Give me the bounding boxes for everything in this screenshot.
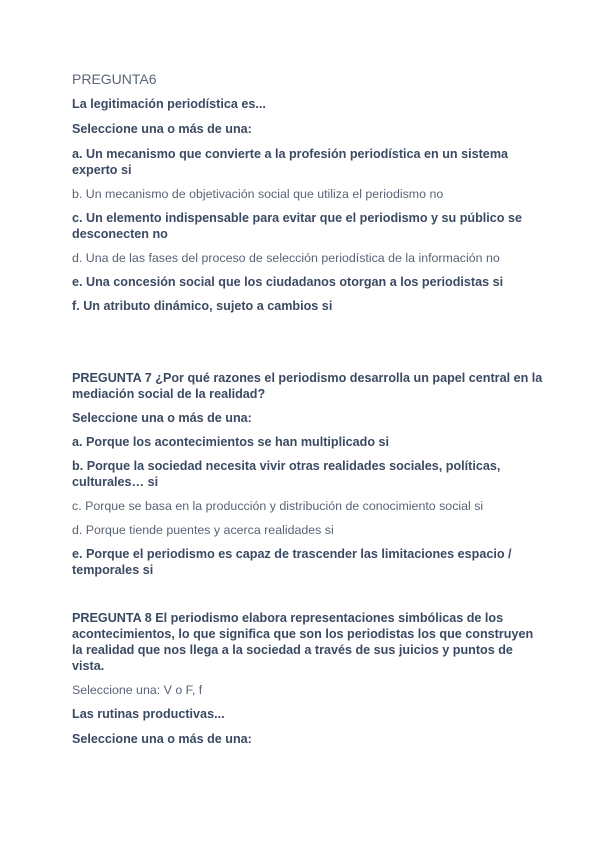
- question-7-text-line2: mediación social de la realidad?: [72, 387, 266, 401]
- question-8-text-line4: vista.: [72, 659, 105, 673]
- q7-option-d: d. Porque tiende puentes y acerca realidades si: [72, 523, 334, 537]
- question-6-title: PREGUNTA6: [72, 71, 157, 87]
- q7-option-e-line1: e. Porque el periodismo es capaz de trascender las limitaciones espacio /: [72, 547, 512, 561]
- question-6-text: La legitimación periodística es...: [72, 97, 266, 111]
- question-6-instruction: Seleccione una o más de una:: [72, 122, 252, 136]
- q7-option-e-line2: temporales si: [72, 563, 154, 577]
- q6-option-a-line1: a. Un mecanismo que convierte a la profesión periodística en un sistema: [72, 147, 509, 161]
- q6-option-c-line1: c. Un elemento indispensable para evitar que el periodismo y su público se: [72, 211, 523, 225]
- question-8-answer: Seleccione una: V o F, f: [72, 683, 203, 697]
- q7-option-a: a. Porque los acontecimientos se han multiplicado si: [72, 435, 390, 449]
- question-8-text-line2: acontecimientos, lo que significa que son los periodistas los que construyen: [72, 627, 534, 641]
- next-question-instruction: Seleccione una o más de una:: [72, 732, 252, 746]
- question-8-text-line3: la realidad que nos llega a la sociedad a través de sus juicios y puntos de: [72, 643, 513, 657]
- q6-option-e: e. Una concesión social que los ciudadanos otorgan a los periodistas si: [72, 275, 504, 289]
- question-7-text-line1: PREGUNTA 7 ¿Por qué razones el periodismo desarrolla un papel central en la: [72, 371, 543, 385]
- q7-option-c: c. Porque se basa en la producción y distribución de conocimiento social si: [72, 499, 484, 513]
- q6-option-d: d. Una de las fases del proceso de selección periodística de la información no: [72, 251, 500, 265]
- q6-option-b: b. Un mecanismo de objetivación social que utiliza el periodismo no: [72, 187, 444, 201]
- question-8-text-line1: PREGUNTA 8 El periodismo elabora representaciones simbólicas de los: [72, 611, 504, 625]
- q6-option-c-line2: desconecten no: [72, 227, 168, 241]
- q6-option-f: f. Un atributo dinámico, sujeto a cambios si: [72, 299, 333, 313]
- next-question-text: Las rutinas productivas...: [72, 707, 225, 721]
- q7-option-b-line1: b. Porque la sociedad necesita vivir otras realidades sociales, políticas,: [72, 459, 501, 473]
- q7-option-b-line2: culturales… si: [72, 475, 159, 489]
- q6-option-a-line2: experto si: [72, 163, 132, 177]
- question-7-instruction: Seleccione una o más de una:: [72, 411, 252, 425]
